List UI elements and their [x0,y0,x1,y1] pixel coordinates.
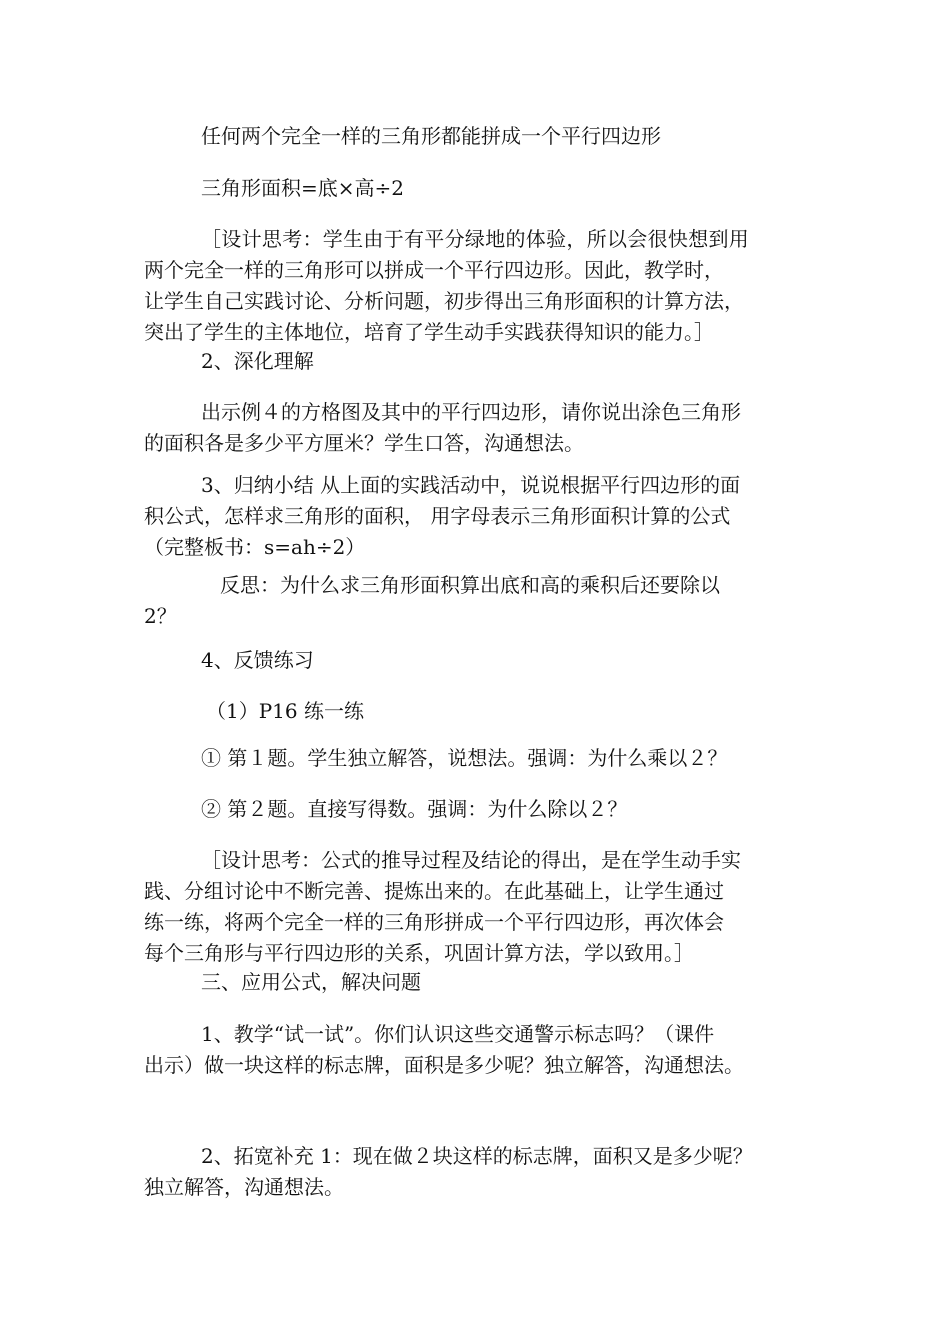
text-line: 2？ [144,604,177,628]
paragraph-statement [144,121,820,152]
section-heading-apply [144,967,820,998]
text-line: 践、分组讨论中不断完善、提炼出来的。在此基础上，让学生通过 [144,879,724,903]
paragraph-formula [144,173,820,204]
section-heading-deepen [144,346,820,377]
text-line: 的面积各是多少平方厘米？学生口答，沟通想法。 [144,431,584,455]
text-line: ② 第２题。直接写得数。强调：为什么除以２？ [201,797,628,821]
text-line: ① 第１题。学生独立解答，说想法。强调：为什么乘以２？ [201,746,728,770]
paragraph-summary [144,470,820,563]
text-line: （完整板书：s=ah÷2） [144,535,366,559]
text-line: 突出了学生的主体地位，培育了学生动手实践获得知识的能力。］ [144,320,714,344]
text-line: ［设计思考：公式的推导过程及结论的得出，是在学生动手实 [201,848,741,872]
text-line: （1）P16 练一练 [206,699,364,723]
text-line: 让学生自己实践讨论、分析问题，初步得出三角形面积的计算方法， [144,289,744,313]
text-line: ［设计思考：学生由于有平分绿地的体验，所以会很快想到用 [201,227,750,251]
text-line: 练一练，将两个完全一样的三角形拼成一个平行四边形，再次体会 [144,910,724,934]
text-line: 任何两个完全一样的三角形都能拼成一个平行四边形 [201,124,661,148]
list-item-question-1 [144,743,820,774]
text-line: 出示例４的方格图及其中的平行四边形，请你说出涂色三角形 [201,400,741,424]
text-line: 独立解答，沟通想法。 [144,1175,344,1199]
section-heading-feedback [144,645,820,676]
text-line: 反思：为什么求三角形面积算出底和高的乘积后还要除以 [220,573,720,597]
paragraph-example-4 [144,397,820,459]
text-line: 每个三角形与平行四边形的关系，巩固计算方法，学以致用。］ [144,941,694,965]
text-line: 3、归纳小结 从上面的实践活动中，说说根据平行四边形的面 [201,473,741,497]
paragraph-reflection [144,570,820,632]
list-item-question-2 [144,794,820,825]
text-line: 2、深化理解 [201,349,314,373]
paragraph-design-thinking-1 [144,224,820,348]
paragraph-practice-ref [144,696,820,727]
text-line: 三角形面积=底×高÷2 [201,176,404,200]
text-line: 1、教学“试一试”。你们认识这些交通警示标志吗？（课件 [201,1022,715,1046]
text-line: 4、反馈练习 [201,648,314,672]
text-line: 两个完全一样的三角形可以拼成一个平行四边形。因此，教学时， [144,258,724,282]
paragraph-design-thinking-2 [144,845,820,969]
text-line: 三、应用公式，解决问题 [201,970,421,994]
paragraph-extension-1 [144,1141,820,1203]
text-line: 出示）做一块这样的标志牌，面积是多少呢？独立解答，沟通想法。 [144,1053,744,1077]
paragraph-try-it [144,1019,820,1081]
text-line: 2、拓宽补充 1：现在做２块这样的标志牌，面积又是多少呢？ [201,1144,753,1168]
text-line: 积公式，怎样求三角形的面积， 用字母表示三角形面积计算的公式 [144,504,731,528]
